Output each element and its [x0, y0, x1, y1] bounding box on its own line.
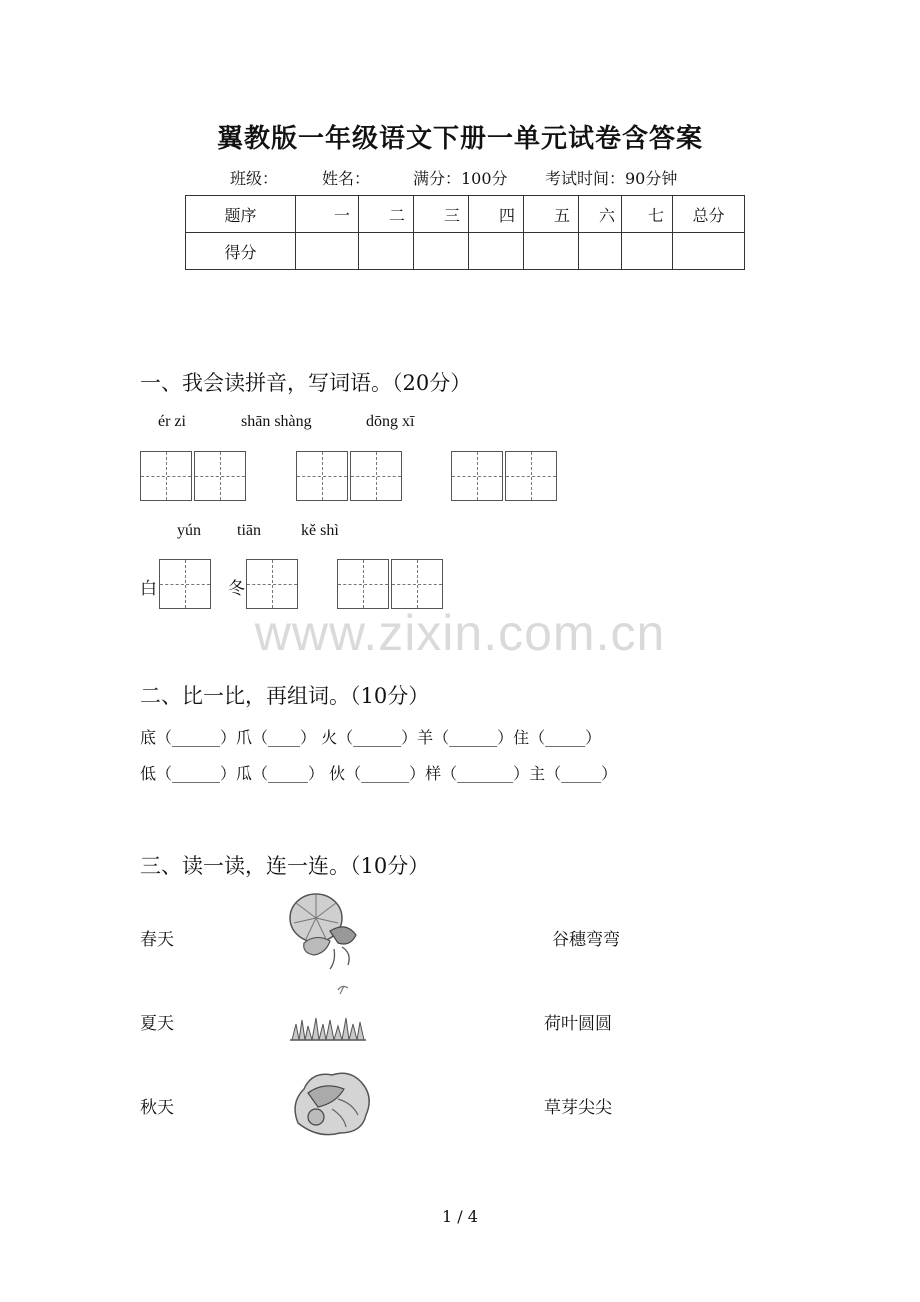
writing-grid[interactable] [337, 559, 389, 609]
rice-ear-picture[interactable] [288, 1063, 374, 1139]
score-cell-blank[interactable] [296, 233, 359, 270]
page-number: 1 / 4 [442, 1207, 478, 1226]
writing-grid[interactable] [451, 451, 503, 501]
score-cell: 七 [622, 196, 673, 233]
watermark: www.zixin.com.cn [254, 605, 666, 661]
section1-heading: 一、我会读拼音，写词语。（20分） [140, 371, 472, 395]
score-cell-blank[interactable] [622, 233, 673, 270]
score-cell: 六 [579, 196, 622, 233]
season-autumn[interactable]: 秋天 [140, 1098, 174, 1118]
section3-heading: 三、读一读，连一连。（10分） [140, 854, 430, 878]
score-row-label: 得分 [186, 233, 296, 270]
score-cell-blank[interactable] [579, 233, 622, 270]
writing-grid[interactable] [505, 451, 557, 501]
score-cell: 一 [296, 196, 359, 233]
prefix-dong: 冬 [228, 579, 245, 599]
compare-line-1[interactable]: 底（______）爪（____） 火（______）羊（______）住（_____） [140, 728, 602, 747]
page-title: 翼教版一年级语文下册一单元试卷含答案 [216, 124, 703, 154]
score-cell: 二 [359, 196, 414, 233]
pinyin-erzi: ér zi [158, 413, 186, 430]
score-cell-blank[interactable] [469, 233, 524, 270]
score-cell: 四 [469, 196, 524, 233]
season-spring[interactable]: 春天 [140, 930, 174, 950]
pinyin-yun: yún [177, 522, 201, 539]
prefix-bai: 白 [140, 579, 157, 599]
section2-heading: 二、比一比，再组词。（10分） [140, 684, 430, 708]
score-table-header-row [186, 196, 745, 233]
score-cell-blank[interactable] [524, 233, 579, 270]
writing-grid[interactable] [391, 559, 443, 609]
score-cell-blank[interactable] [414, 233, 469, 270]
class-label: 班级： [230, 169, 279, 188]
pinyin-tian: tiān [237, 522, 261, 539]
writing-grid[interactable] [296, 451, 348, 501]
compare-line-2[interactable]: 低（______）瓜（_____） 伙（______）样（_______）主（_____） [140, 764, 618, 783]
season-summer[interactable]: 夏天 [140, 1014, 174, 1034]
score-cell-blank[interactable] [673, 233, 745, 270]
writing-grid[interactable] [140, 451, 192, 501]
writing-grid[interactable] [350, 451, 402, 501]
lotus-leaf-picture[interactable] [286, 891, 366, 973]
score-cell: 三 [414, 196, 469, 233]
writing-grid[interactable] [194, 451, 246, 501]
exam-time: 考试时间：90分钟 [545, 169, 678, 188]
score-cell: 五 [524, 196, 579, 233]
full-score: 满分：100分 [413, 169, 508, 188]
phrase-grain[interactable]: 谷穗弯弯 [552, 930, 620, 950]
phrase-grass[interactable]: 草芽尖尖 [544, 1098, 612, 1118]
pinyin-shanshang: shān shàng [241, 413, 312, 430]
score-cell: 题序 [186, 196, 296, 233]
phrase-lotus[interactable]: 荷叶圆圆 [544, 1014, 612, 1034]
pinyin-dongxi: dōng xī [366, 413, 415, 430]
score-table [185, 195, 745, 270]
score-table-score-row [186, 233, 745, 270]
writing-grid[interactable] [246, 559, 298, 609]
score-cell: 总分 [673, 196, 745, 233]
pinyin-keshi: kě shì [301, 522, 339, 539]
score-cell-blank[interactable] [359, 233, 414, 270]
grass-sprouts-picture[interactable] [290, 982, 366, 1044]
writing-grid[interactable] [159, 559, 211, 609]
name-label: 姓名： [322, 169, 371, 188]
